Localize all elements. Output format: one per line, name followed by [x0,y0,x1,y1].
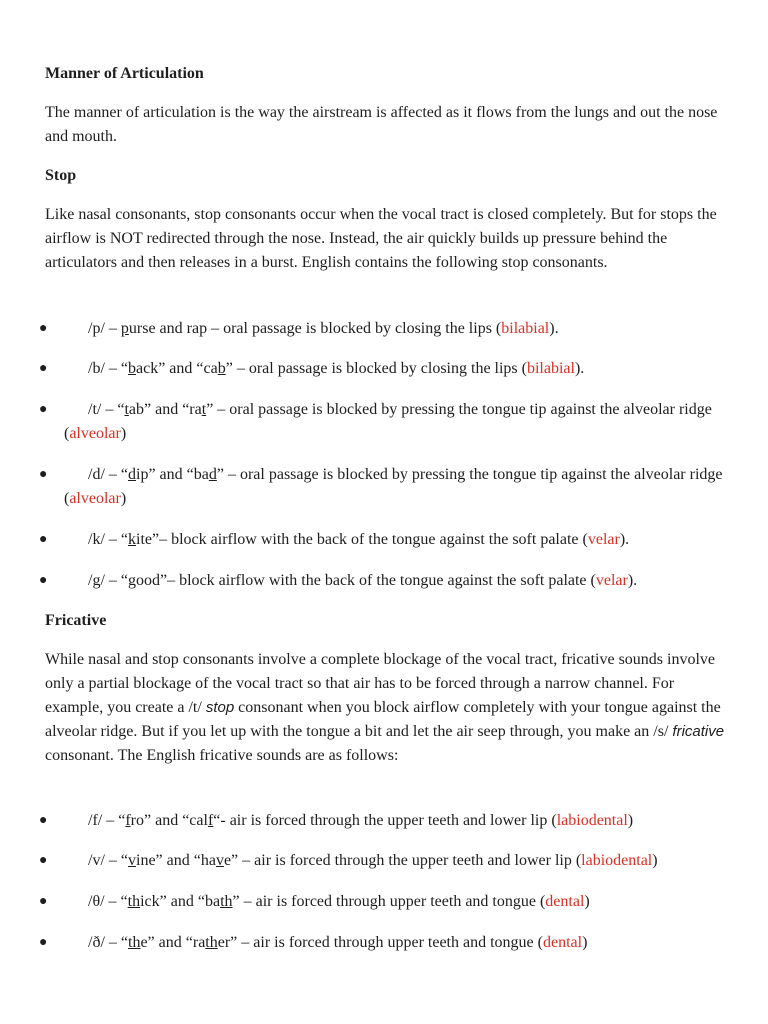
fricative-paragraph: While nasal and stop consonants involve a complete blockage of the vocal tract, fricative sounds involve only a partial blockage of the vocal tract so that air has to be forced through a narrow channel. For example, you create a /t/ stop consonant when you block airflow completely with your tongue against the alveolar ridge. But if you let up with the tongue a bit and let the air seep through, you make an /s/ fricative consonant. The English fricative sounds are as follows: [45,651,725,764]
list-item-text: /ð/ – “the” and “rather” – air is forced through upper teeth and tongue (dental) [88,934,588,951]
bullet-icon: ● [39,853,48,868]
list-item-text: /θ/ – “thick” and “bath” – air is forced through upper teeth and tongue (dental) [88,893,590,910]
bullet-icon: ● [39,467,48,482]
bullet-icon: ● [39,894,48,909]
term-stop: stop [205,699,235,716]
place-label: alveolar [69,490,121,507]
bullet-icon: ● [39,402,48,417]
list-item-text: /f/ – “fro” and “calf“- air is forced through the upper teeth and lower lip (labiodental) [88,812,634,829]
place-label: bilabial [526,360,575,377]
bullet-icon: ● [39,935,48,950]
place-label: velar [595,572,628,589]
fricative-heading: Fricative [45,612,107,629]
intro-paragraph: The manner of articulation is the way the airstream is affected as it flows from the lungs and out the nose and mouth. [45,104,718,145]
list-item-text: /g/ – “good”– block airflow with the back of the tongue against the soft palate (velar). [88,572,638,589]
place-label: velar [587,531,620,548]
bullet-icon: ● [39,573,48,588]
stop-heading: Stop [45,167,77,184]
list-item-text: /t/ – “tab” and “rat” – oral passage is blocked by pressing the tongue tip against the alveolar ridge (alveolar) [64,401,712,442]
place-label: labiodental [581,852,653,869]
bullet-icon: ● [39,813,48,828]
list-item-text: /k/ – “kite”– block airflow with the back of the tongue against the soft palate (velar). [88,531,630,548]
list-item-text: /d/ – “dip” and “bad” – oral passage is blocked by pressing the tongue tip against the alveolar ridge (alveolar) [64,466,723,507]
list-item-text: /b/ – “back” and “cab” – oral passage is blocked by closing the lips (bilabial). [88,360,585,377]
page-title: Manner of Articulation [45,65,204,82]
bullet-icon: ● [39,532,48,547]
place-label: labiodental [556,812,628,829]
bullet-icon: ● [39,361,48,376]
term-fricative: fricative [672,723,725,740]
place-label: bilabial [501,320,550,337]
place-label: dental [542,934,583,951]
bullet-icon: ● [39,321,48,336]
place-label: alveolar [69,425,121,442]
stop-paragraph: Like nasal consonants, stop consonants occur when the vocal tract is closed completely. But for stops the airflow is NOT redirected through the nose. Instead, the air quickly builds up pressure behind the articulators and then releases in a burst. English contains the following stop consonants. [45,206,717,271]
list-item-text: /v/ – “vine” and “have” – air is forced through the upper teeth and lower lip (labiodental) [88,852,658,869]
list-item-text: /p/ – purse and rap – oral passage is blocked by closing the lips (bilabial). [88,320,559,337]
place-label: dental [545,893,585,910]
